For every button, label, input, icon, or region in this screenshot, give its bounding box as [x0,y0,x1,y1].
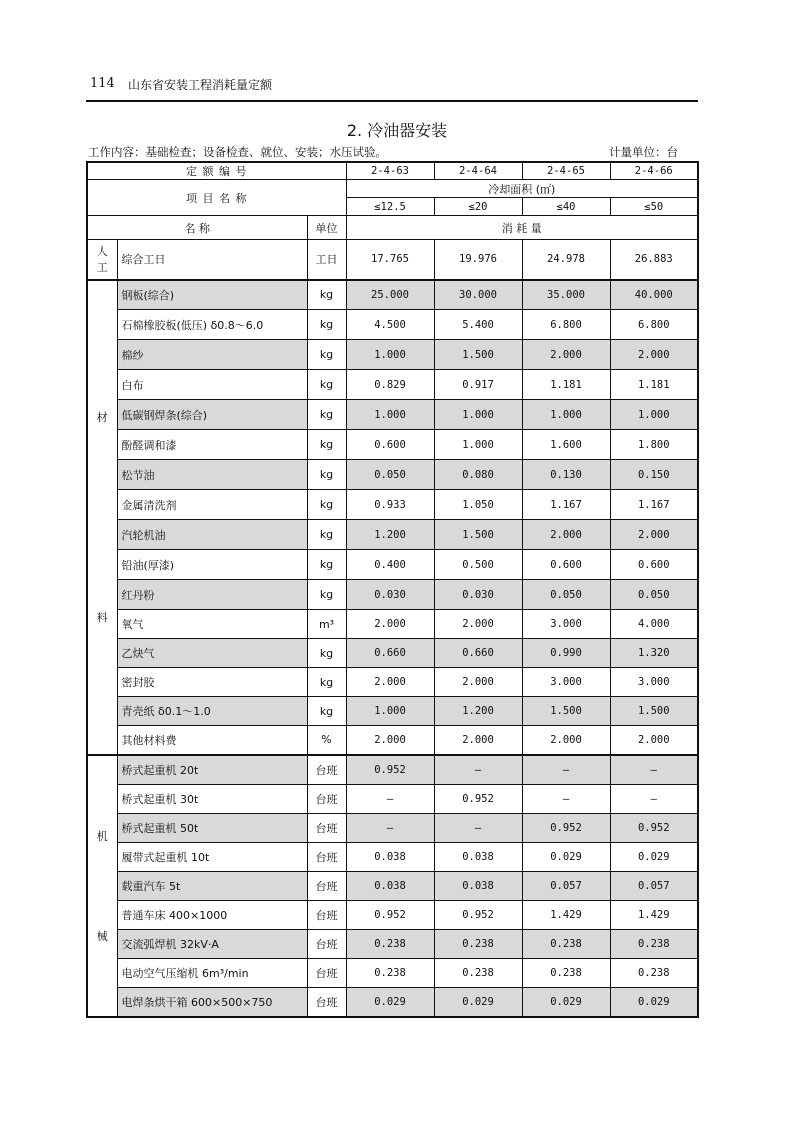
row-unit: 台班 [307,785,346,814]
row-value: 0.030 [346,580,434,610]
row-value: 0.952 [346,755,434,785]
row-value: 1.000 [610,400,698,430]
row-value: 1.181 [522,370,610,400]
row-value: 1.000 [346,697,434,726]
row-name: 低碳钢焊条(综合) [117,400,307,430]
row-value: — [434,814,522,843]
col-unit-header: 单位 [307,216,346,240]
row-value: 2.000 [610,340,698,370]
row-value: 6.800 [610,310,698,340]
row-unit: kg [307,400,346,430]
row-name: 履带式起重机 10t [117,843,307,872]
row-value: — [522,785,610,814]
row-value: 0.238 [434,959,522,988]
row-unit: kg [307,550,346,580]
row-name: 汽轮机油 [117,520,307,550]
row-value: — [522,755,610,785]
row-value: 2.000 [610,726,698,755]
row-unit: kg [307,310,346,340]
category-char: 械 [96,929,108,943]
row-value: 0.238 [610,959,698,988]
param-label: 冷却面积 (㎡) [346,180,698,198]
row-unit: kg [307,520,346,550]
row-name: 乙炔气 [117,639,307,668]
row-value: 0.238 [434,930,522,959]
row-value: 0.130 [522,460,610,490]
row-value: 2.000 [522,340,610,370]
row-value: 0.029 [610,988,698,1017]
code-cell: 2-4-66 [610,162,698,180]
row-value: 0.038 [434,843,522,872]
row-value: 30.000 [434,280,522,310]
row-value: 0.029 [434,988,522,1017]
row-value: 0.050 [610,580,698,610]
row-value: 5.400 [434,310,522,340]
row-name: 综合工日 [117,240,307,280]
row-name: 载重汽车 5t [117,872,307,901]
row-value: 1.000 [434,430,522,460]
param-cell: ≤20 [434,198,522,216]
quota-table [86,161,699,1018]
row-value: — [610,785,698,814]
row-value: 0.500 [434,550,522,580]
row-value: 0.917 [434,370,522,400]
section-title: 2. 冷油器安装 [346,121,448,140]
row-value: 0.029 [346,988,434,1017]
row-value: 1.000 [346,340,434,370]
row-unit: 台班 [307,843,346,872]
row-name: 交流弧焊机 32kV·A [117,930,307,959]
row-value: 2.000 [522,726,610,755]
row-value: 0.238 [522,930,610,959]
row-name: 白布 [117,370,307,400]
row-value: — [434,755,522,785]
row-value: 0.400 [346,550,434,580]
row-value: 2.000 [346,668,434,697]
row-value: 3.000 [610,668,698,697]
row-value: 1.320 [610,639,698,668]
row-unit: kg [307,639,346,668]
row-name: 酚醛调和漆 [117,430,307,460]
row-value: 3.000 [522,668,610,697]
category-materials [87,280,117,755]
work-content: 工作内容：基础检查；设备检查、就位、安装；水压试验。 [88,145,387,159]
row-unit: kg [307,280,346,310]
row-value: 1.500 [522,697,610,726]
row-value: 0.030 [434,580,522,610]
book-title: 山东省安装工程消耗量定额 [128,78,273,92]
item-name-label: 项 目 名 称 [87,180,346,216]
row-unit: kg [307,668,346,697]
row-value: 1.429 [522,901,610,930]
row-name: 密封胶 [117,668,307,697]
row-value: 3.000 [522,610,610,639]
code-cell: 2-4-63 [346,162,434,180]
category-machinery [87,755,117,1017]
code-cell: 2-4-64 [434,162,522,180]
category-labor: 人 工 [87,240,117,280]
row-value: 0.029 [610,843,698,872]
row-value: 1.429 [610,901,698,930]
col-consumption-header: 消 耗 量 [346,216,698,240]
row-unit: 工日 [307,240,346,280]
row-value: 0.990 [522,639,610,668]
row-unit: 台班 [307,814,346,843]
row-value: 1.181 [610,370,698,400]
row-value: 2.000 [434,668,522,697]
row-name: 红丹粉 [117,580,307,610]
row-value: 1.600 [522,430,610,460]
row-value: 0.029 [522,843,610,872]
row-name: 棉纱 [117,340,307,370]
row-unit: kg [307,370,346,400]
row-value: 0.952 [522,814,610,843]
category-char: 机 [96,829,108,843]
row-value: 0.952 [346,901,434,930]
row-value: 2.000 [434,726,522,755]
row-value: 1.167 [522,490,610,520]
row-value: 17.765 [346,240,434,280]
row-unit: kg [307,340,346,370]
row-value: 2.000 [522,520,610,550]
row-value: 1.000 [522,400,610,430]
row-value: 0.600 [522,550,610,580]
row-unit: kg [307,430,346,460]
row-value: 2.000 [346,610,434,639]
row-name: 松节油 [117,460,307,490]
row-value: — [610,755,698,785]
row-value: 0.238 [346,959,434,988]
row-name: 铅油(厚漆) [117,550,307,580]
row-value: 0.029 [522,988,610,1017]
row-unit: kg [307,697,346,726]
row-value: 0.038 [434,872,522,901]
row-value: 2.000 [346,726,434,755]
row-value: 1.500 [434,340,522,370]
row-value: 0.952 [610,814,698,843]
row-name: 青壳纸 δ0.1～1.0 [117,697,307,726]
row-value: 4.000 [610,610,698,639]
row-value: 26.883 [610,240,698,280]
row-value: 25.000 [346,280,434,310]
row-value: 1.500 [434,520,522,550]
row-value: 0.660 [434,639,522,668]
row-unit: kg [307,490,346,520]
code-label: 定 额 编 号 [87,162,346,180]
param-cell: ≤12.5 [346,198,434,216]
row-value: 0.600 [610,550,698,580]
col-name-header: 名 称 [87,216,307,240]
row-name: 桥式起重机 20t [117,755,307,785]
row-value: 1.000 [346,400,434,430]
row-unit: % [307,726,346,755]
category-char: 材 [96,411,108,424]
row-value: 1.167 [610,490,698,520]
row-value: 40.000 [610,280,698,310]
row-value: 0.238 [522,959,610,988]
row-unit: 台班 [307,872,346,901]
row-value: 0.057 [522,872,610,901]
row-value: 4.500 [346,310,434,340]
row-name: 石棉橡胶板(低压) δ0.8～6.0 [117,310,307,340]
row-name: 金属清洗剂 [117,490,307,520]
row-name: 钢板(综合) [117,280,307,310]
row-value: 0.660 [346,639,434,668]
row-unit: kg [307,580,346,610]
row-value: 0.080 [434,460,522,490]
page-number: 114 [90,76,115,91]
row-unit: 台班 [307,959,346,988]
row-value: 1.200 [346,520,434,550]
row-unit: m³ [307,610,346,639]
param-cell: ≤40 [522,198,610,216]
row-unit: 台班 [307,930,346,959]
row-value: 0.952 [434,901,522,930]
row-value: 1.200 [434,697,522,726]
row-value: 0.038 [346,843,434,872]
row-value: 0.050 [522,580,610,610]
row-value: 35.000 [522,280,610,310]
row-unit: 台班 [307,901,346,930]
row-value: 0.038 [346,872,434,901]
row-value: 1.050 [434,490,522,520]
param-cell: ≤50 [610,198,698,216]
row-name: 桥式起重机 30t [117,785,307,814]
row-value: 19.976 [434,240,522,280]
row-value: 0.952 [434,785,522,814]
unit-label: 计量单位：台 [609,145,678,159]
row-value: 0.150 [610,460,698,490]
row-value: 0.050 [346,460,434,490]
row-name: 其他材料费 [117,726,307,755]
code-cell: 2-4-65 [522,162,610,180]
row-value: — [346,814,434,843]
row-name: 普通车床 400×1000 [117,901,307,930]
row-value: 24.978 [522,240,610,280]
row-value: 0.238 [346,930,434,959]
row-value: 0.933 [346,490,434,520]
row-value: 1.800 [610,430,698,460]
row-value: 1.000 [434,400,522,430]
row-value: 1.500 [610,697,698,726]
row-value: 0.238 [610,930,698,959]
row-unit: 台班 [307,755,346,785]
row-unit: 台班 [307,988,346,1017]
row-name: 电动空气压缩机 6m³/min [117,959,307,988]
row-name: 电焊条烘干箱 600×500×750 [117,988,307,1017]
row-name: 氧气 [117,610,307,639]
row-value: 0.057 [610,872,698,901]
row-value: 6.800 [522,310,610,340]
row-value: — [346,785,434,814]
row-name: 桥式起重机 50t [117,814,307,843]
row-value: 2.000 [434,610,522,639]
category-char: 料 [96,611,108,624]
row-value: 2.000 [610,520,698,550]
row-value: 0.829 [346,370,434,400]
row-unit: kg [307,460,346,490]
header-divider [86,100,698,102]
row-value: 0.600 [346,430,434,460]
